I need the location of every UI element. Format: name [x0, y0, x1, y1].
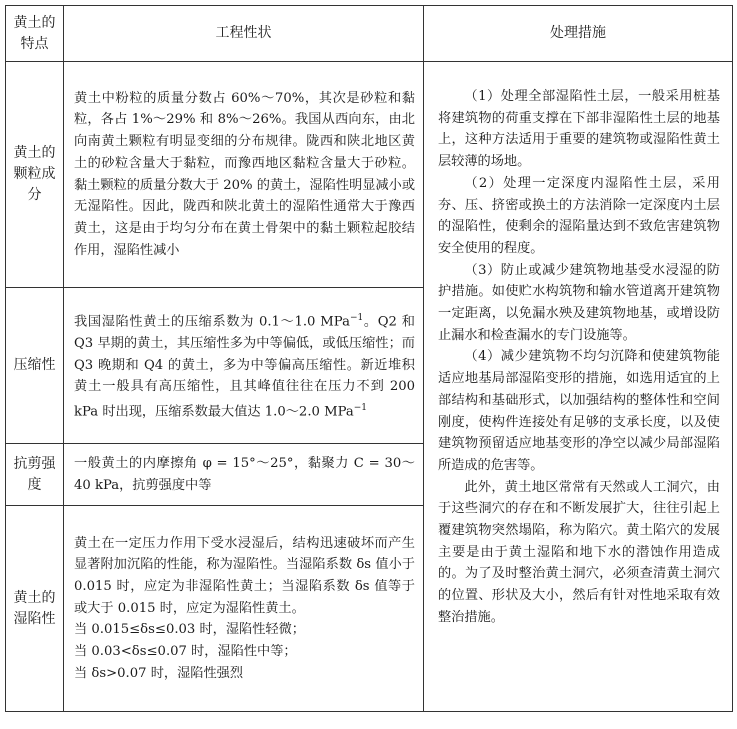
table-row-particle — [6, 62, 733, 288]
property-collapsibility — [64, 506, 424, 712]
property-compressibility — [64, 288, 424, 444]
property-shear: 一般黄土的内摩擦角 φ = 15°～25°，黏聚力 C = 30～40 kPa，抗剪强度中等 — [64, 444, 424, 506]
compress-text-b: 。Q2 和 Q3 早期的黄土，其压缩性多为中等偏低，或低压缩性；而 Q3 晚期和 Q4 的黄土，多为中等偏高压缩性。新近堆积黄土一般具有高压缩性，且其峰值往往在压力不到 200 kPa 时出现，压缩系数最大值达 1.0～2.0 MPa — [74, 314, 415, 420]
feature-particle: 黄土的颗粒成分 — [6, 62, 64, 288]
measure-1: （1）处理全部湿陷性土层，一般采用桩基将建筑物的荷重支撑在下部非湿陷性土层的地基上，这种方法适用于重要的建筑物或湿陷性黄土层较薄的场地。 — [438, 89, 720, 170]
measure-3: （3）防止或减少建筑物地基受水浸湿的防护措施。如使贮水构筑物和输水管道离开建筑物一定距离，以免漏水殃及建筑物地基，或增设防止漏水和检查漏水的专门设施等。 — [438, 262, 720, 343]
loess-properties-table — [5, 5, 733, 712]
property-particle: 黄土中粉粒的质量分数占 60%～70%，其次是砂粒和黏粒，各占 1%～29% 和 8%～26%。我国从西向东，由北向南黄土颗粒有明显变细的分布规律。陇西和陕北地区黄土的砂粒含量大于黏粒，而豫西地区黏粒含量大于砂粒。黏土颗粒的质量分数大于 20% 的黄土，湿陷性明显减小或无湿陷性。因此，陇西和陕北黄土的湿陷性通常大于豫西黄土，这是由于均匀分布在黄土骨架中的黏土颗粒起胶结作用，湿陷性减小 — [64, 62, 424, 288]
measures-cell — [424, 62, 733, 712]
compress-text-a: 我国湿陷性黄土的压缩系数为 0.1～1.0 MPa — [74, 314, 350, 330]
table-header-row — [6, 6, 733, 62]
collapse-level-strong: 当 δs>0.07 时，湿陷性强烈 — [74, 665, 244, 681]
collapse-level-slight: 当 0.015≤δs≤0.03 时，湿陷性轻微； — [74, 622, 305, 638]
header-property: 工程性状 — [64, 6, 424, 62]
feature-collapsibility: 黄土的湿陷性 — [6, 506, 64, 712]
feature-shear: 抗剪强度 — [6, 444, 64, 506]
compress-unit-exp-1: −1 — [349, 312, 364, 323]
measure-5: 此外，黄土地区常常有天然或人工洞穴，由于这些洞穴的存在和不断发展扩大，往往引起上覆建筑物突然塌陷，称为陷穴。黄土陷穴的发展主要是由于黄土湿陷和地下水的潜蚀作用造成的。为了及时整治黄土洞穴，必须查清黄土洞穴的位置、形状及大小，然后有针对性地采取有效整治措施。 — [438, 479, 720, 625]
header-feature: 黄土的特点 — [6, 6, 64, 62]
measure-4: （4）减少建筑物不均匀沉降和使建筑物能适应地基局部湿陷变形的措施，如选用适宜的上部结构和基础形式，以加强结构的整体性和空间刚度，使构件连接处有足够的支承长度，以及使建筑物预留适应地基变形的净空以减少局部湿陷所造成的危害等。 — [438, 349, 720, 473]
header-measures: 处理措施 — [424, 6, 733, 62]
measure-2: （2）处理一定深度内湿陷性土层，采用夯、压、挤密或换土的方法消除一定深度内土层的湿陷性，使剩余的湿陷量达到不致危害建筑物安全使用的程度。 — [438, 175, 720, 256]
collapse-definition: 黄土在一定压力作用下受水浸湿后，结构迅速破坏而产生显著附加沉陷的性能，称为湿陷性。当湿陷系数 δs 值小于 0.015 时，应定为非湿陷性黄土；当湿陷系数 δs 值等于或大于 0.015 时，应定为湿陷性黄土。 — [74, 535, 415, 616]
feature-compressibility: 压缩性 — [6, 288, 64, 444]
collapse-level-medium: 当 0.03<δs≤0.07 时，湿陷性中等； — [74, 644, 297, 660]
compress-unit-exp-2: −1 — [353, 403, 368, 414]
